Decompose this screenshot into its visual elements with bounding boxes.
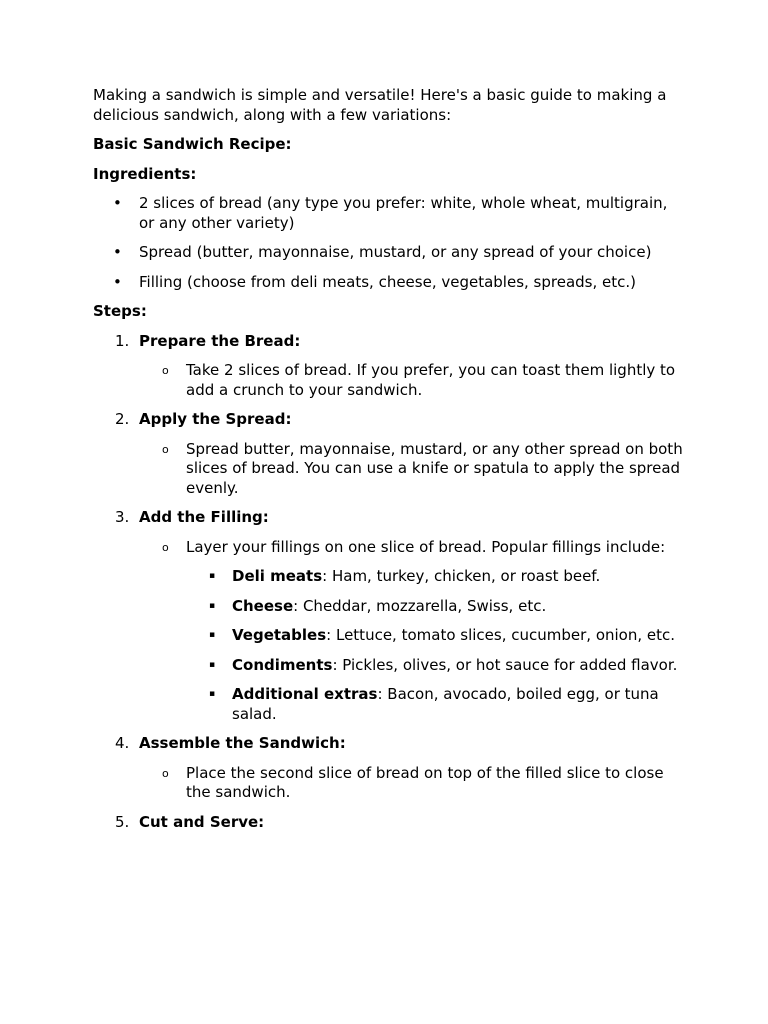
ingredient-text: Spread (butter, mayonnaise, mustard, or any spread of your choice) xyxy=(139,243,652,261)
filling-text: : Pickles, olives, or hot sauce for added flavor. xyxy=(332,655,678,674)
step-title: Add the Filling: xyxy=(139,508,269,526)
square-bullet-icon: ▪ xyxy=(209,630,216,640)
ingredients-heading: Ingredients: xyxy=(93,164,197,183)
square-bullet-icon: ▪ xyxy=(209,571,216,581)
step-number: 2. xyxy=(115,410,130,428)
recipe-title: Basic Sandwich Recipe: xyxy=(93,135,292,153)
circle-bullet-icon: o xyxy=(162,442,169,456)
step-detail-text: Take 2 slices of bread. If you prefer, you can toast them lightly to add a crunch to your sandwich. xyxy=(186,361,676,399)
step-title: Cut and Serve: xyxy=(139,812,265,831)
circle-bullet-icon: o xyxy=(162,540,169,554)
filling-label: Vegetables xyxy=(232,626,327,644)
filling-label: Cheese xyxy=(232,596,294,615)
list-item xyxy=(93,243,683,263)
bullet-icon: • xyxy=(113,272,122,291)
step-heading xyxy=(93,508,683,528)
filling-text: : Cheddar, mozzarella, Swiss, etc. xyxy=(293,596,547,615)
filling-label: Deli meats xyxy=(232,567,323,585)
bullet-icon: • xyxy=(113,243,122,261)
step-item xyxy=(93,332,683,401)
circle-bullet-icon: o xyxy=(162,766,169,780)
ingredients-list xyxy=(93,194,683,292)
ingredient-text: Filling (choose from deli meats, cheese, vegetables, spreads, etc.) xyxy=(139,272,636,291)
step-heading xyxy=(93,813,683,833)
list-item xyxy=(93,194,683,233)
filling-item xyxy=(93,685,683,724)
step-detail xyxy=(93,440,683,499)
steps-heading: Steps: xyxy=(93,302,147,320)
step-detail-text: Place the second slice of bread on top of the filled slice to close the sandwich. xyxy=(186,763,664,801)
filling-item xyxy=(93,597,683,617)
step-title: Prepare the Bread: xyxy=(139,331,301,350)
step-number: 5. xyxy=(115,812,130,831)
step-number: 4. xyxy=(115,734,130,752)
step-title: Apply the Spread: xyxy=(139,410,292,428)
list-item xyxy=(93,273,683,293)
step-heading xyxy=(93,410,683,430)
step-detail-text: Layer your fillings on one slice of bread. Popular fillings include: xyxy=(186,537,666,556)
square-bullet-icon: ▪ xyxy=(209,689,216,699)
filling-item xyxy=(93,567,683,587)
filling-item xyxy=(93,656,683,676)
steps-list xyxy=(93,332,683,833)
ingredient-text: 2 slices of bread (any type you prefer: white, whole wheat, multigrain, or any other variety) xyxy=(139,194,668,232)
filling-label: Additional extras xyxy=(232,685,378,703)
step-heading xyxy=(93,734,683,754)
step-detail xyxy=(93,764,683,803)
step-number: 1. xyxy=(115,331,130,350)
step-item xyxy=(93,508,683,724)
circle-bullet-icon: o xyxy=(162,364,169,377)
filling-label: Condiments xyxy=(232,655,333,674)
step-detail-text: Spread butter, mayonnaise, mustard, or any other spread on both slices of bread. You can use a knife or spatula to apply the spread evenly. xyxy=(186,439,683,497)
filling-text: : Ham, turkey, chicken, or roast beef. xyxy=(322,567,601,585)
filling-item xyxy=(93,626,683,646)
square-bullet-icon: ▪ xyxy=(209,659,216,670)
filling-text: : Lettuce, tomato slices, cucumber, onion, etc. xyxy=(326,626,676,644)
step-heading xyxy=(93,332,683,352)
step-number: 3. xyxy=(115,508,130,526)
step-detail xyxy=(93,361,683,400)
step-detail xyxy=(93,538,683,558)
step-item xyxy=(93,813,683,833)
document-page xyxy=(93,86,683,842)
step-title: Assemble the Sandwich: xyxy=(139,734,346,752)
bullet-icon: • xyxy=(113,194,122,212)
square-bullet-icon: ▪ xyxy=(209,600,216,611)
intro-paragraph: Making a sandwich is simple and versatile! Here's a basic guide to making a delicious sandwich, along with a few variations: xyxy=(93,86,667,124)
step-item xyxy=(93,734,683,803)
step-item xyxy=(93,410,683,498)
filling-text: : Bacon, avocado, boiled egg, or tuna salad. xyxy=(232,685,659,723)
